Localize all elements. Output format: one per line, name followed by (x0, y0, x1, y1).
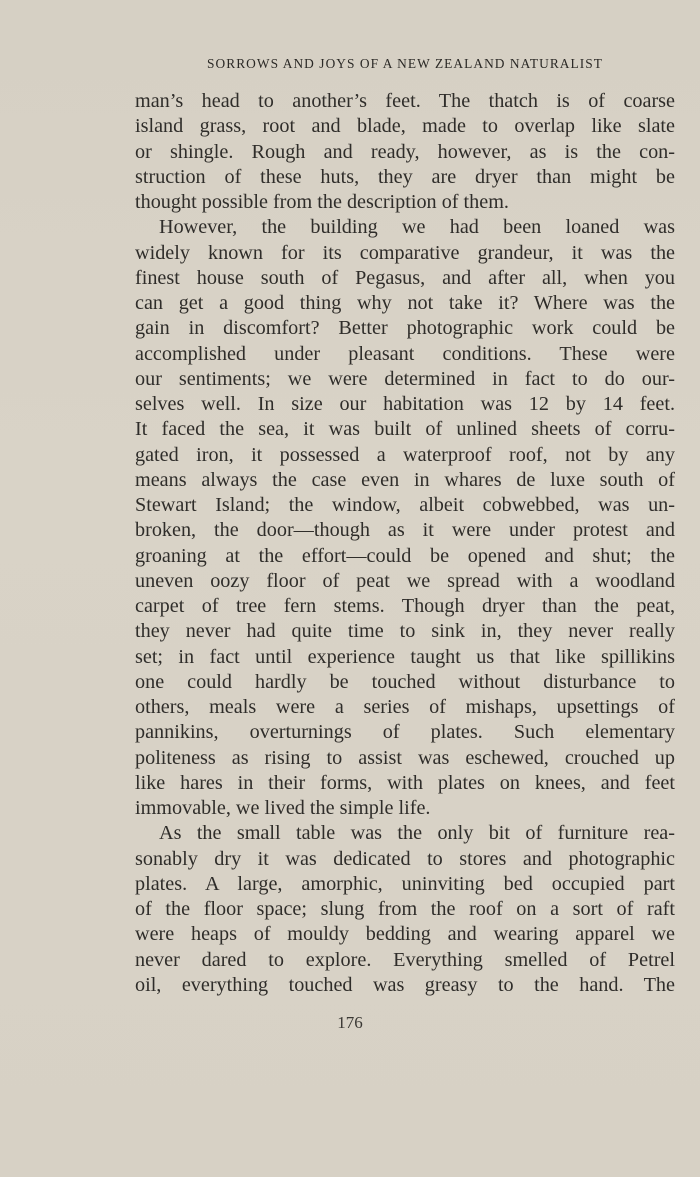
text-line: groaning at the effort—could be opened and shut; the (135, 544, 675, 567)
text-line: one could hardly be touched without disturbance to (135, 670, 675, 693)
running-head: SORROWS AND JOYS OF A NEW ZEALAND NATURALIST (207, 56, 603, 71)
text-line: pannikins, overturnings of plates. Such elementary (135, 721, 675, 744)
text-line: others, meals were a series of mishaps, upsettings of (135, 696, 675, 718)
text-line: they never had quite time to sink in, they never really (135, 620, 675, 643)
text-line: As the small table was the only bit of furniture rea- (159, 822, 675, 845)
text-line: oil, everything touched was greasy to the hand. The (135, 973, 675, 996)
text-line: gain in discomfort? Better photographic work could be (135, 317, 675, 340)
text-line: struction of these huts, they are dryer than might be (135, 165, 675, 188)
text-line: finest house south of Pegasus, and after all, when you (135, 266, 675, 289)
paragraph (135, 89, 675, 215)
text-line: widely known for its comparative grandeur, it was the (135, 241, 675, 264)
body-text (135, 89, 675, 998)
text-line: thought possible from the description of them. (135, 191, 509, 213)
text-line: accomplished under pleasant conditions. These were (135, 342, 675, 365)
text-line: of the floor space; slung from the roof on a sort of raft (135, 898, 675, 920)
text-line: Stewart Island; the window, albeit cobwebbed, was un- (135, 494, 675, 516)
page-number: 176 (337, 1013, 363, 1032)
text-line: plates. A large, amorphic, uninviting bed occupied part (135, 872, 675, 895)
text-line: It faced the sea, it was built of unlined sheets of corru- (135, 418, 675, 441)
text-line: gated iron, it possessed a waterproof roof, not by any (135, 443, 675, 466)
text-line: uneven oozy floor of peat we spread with a woodland (135, 569, 675, 592)
paragraph (135, 821, 675, 998)
text-line: immovable, we lived the simple life. (135, 797, 431, 819)
text-line: man’s head to another’s feet. The thatch is of coarse (135, 90, 675, 112)
paragraph (135, 215, 675, 821)
text-line: broken, the door—though as it were under protest and (135, 519, 675, 542)
text-line: our sentiments; we were determined in fact to do our- (135, 367, 675, 390)
text-line: sonably dry it was dedicated to stores and photographic (135, 847, 675, 870)
text-line: were heaps of mouldy bedding and wearing apparel we (135, 923, 675, 946)
text-line: or shingle. Rough and ready, however, as is the con- (135, 140, 675, 163)
text-line: can get a good thing why not take it? Where was the (135, 292, 675, 314)
text-line: never dared to explore. Everything smelled of Petrel (135, 948, 675, 971)
text-line: set; in fact until experience taught us that like spillikins (135, 645, 675, 668)
text-line: island grass, root and blade, made to overlap like slate (135, 115, 675, 138)
text-line: means always the case even in whares de luxe south of (135, 468, 675, 491)
text-line: politeness as rising to assist was eschewed, crouched up (135, 746, 675, 769)
text-line: selves well. In size our habitation was 12 by 14 feet. (135, 393, 675, 415)
text-line: carpet of tree fern stems. Though dryer than the peat, (135, 595, 675, 617)
text-line: However, the building we had been loaned was (159, 216, 675, 239)
text-line: like hares in their forms, with plates on knees, and feet (135, 771, 675, 794)
